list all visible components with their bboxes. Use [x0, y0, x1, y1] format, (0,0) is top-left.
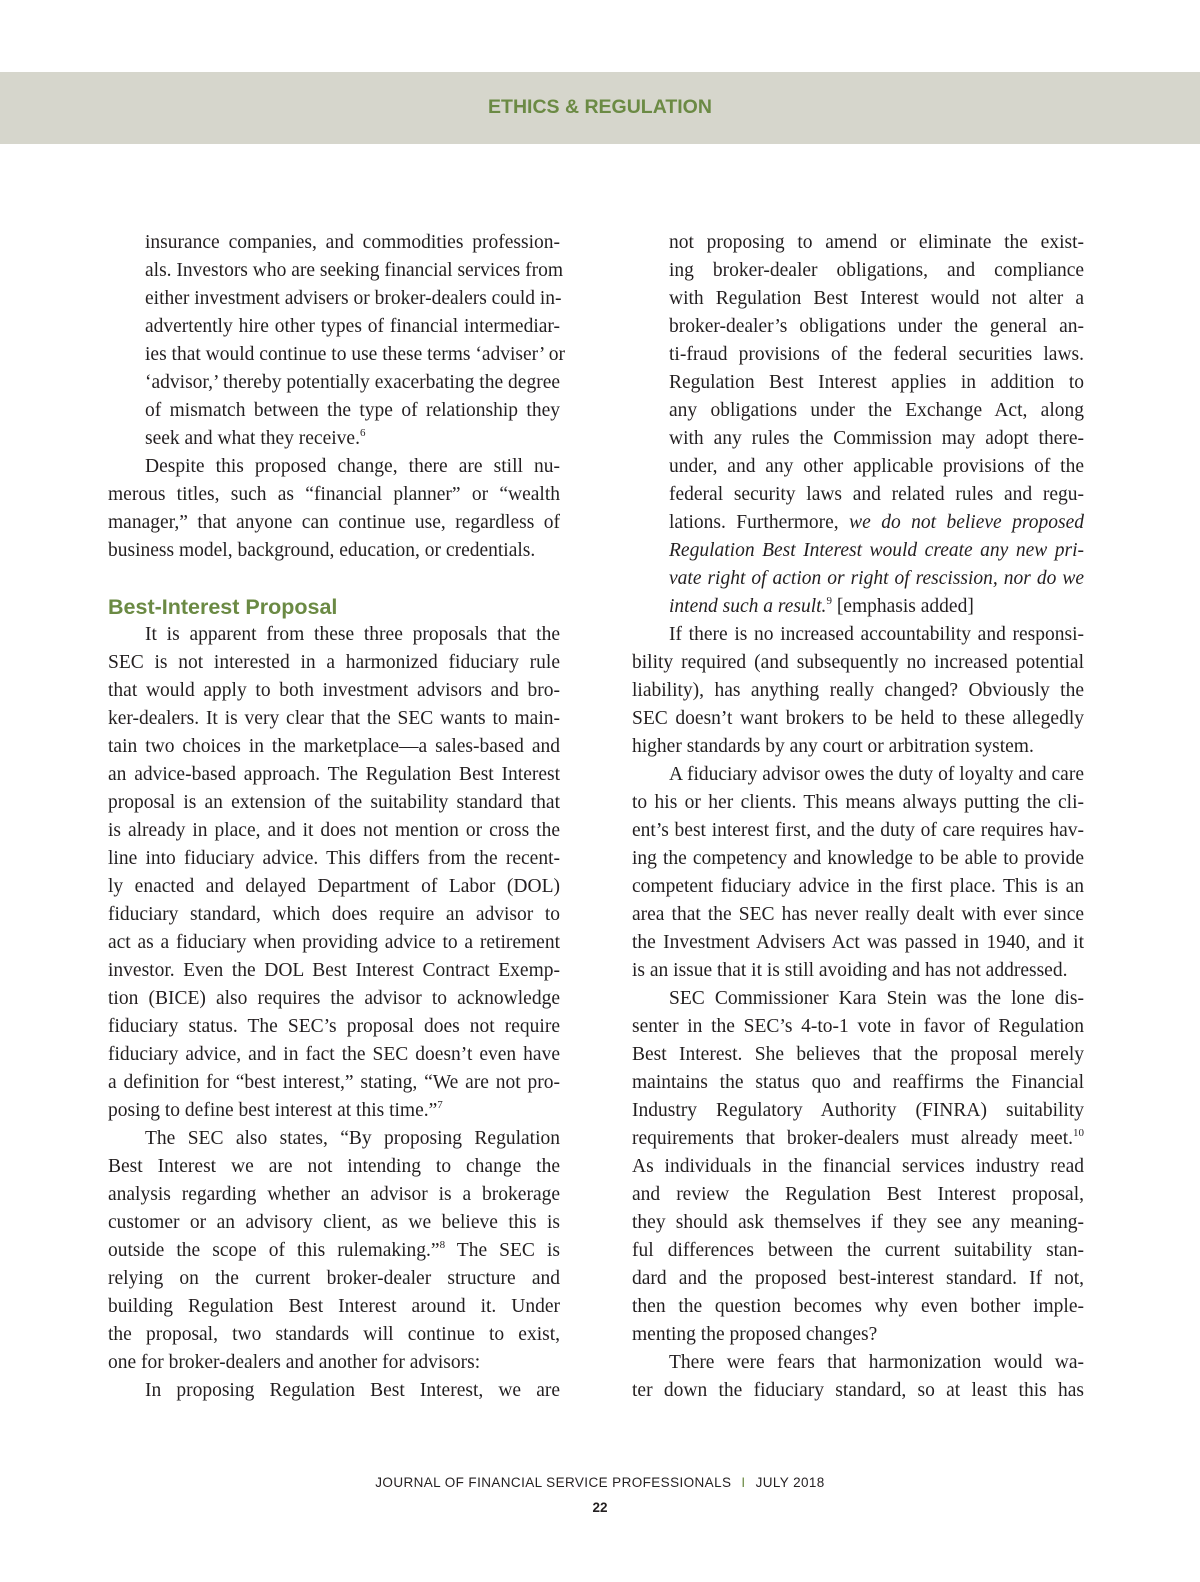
emphasis-text: Regulation Best Interest would create any new pri- — [669, 540, 1084, 561]
text-line — [669, 509, 1084, 537]
journal-name: JOURNAL OF FINANCIAL SERVICE PROFESSIONALS — [375, 1475, 732, 1490]
text-span: requirements that broker-dealers must already meet. — [632, 1128, 1073, 1149]
text-line — [632, 1125, 1084, 1153]
text-line: If there is no increased accountability and responsi- — [669, 624, 1084, 645]
text-line: dard and the proposed best-interest standard. If not, — [632, 1268, 1084, 1289]
text-line: There were fears that harmonization would wa- — [669, 1352, 1084, 1373]
paragraph-fears — [632, 1349, 1084, 1405]
text-line: broker-dealer’s obligations under the general an- — [669, 316, 1084, 337]
text-line: SEC Commissioner Kara Stein was the lone dis- — [669, 988, 1084, 1009]
issue-date: JULY 2018 — [755, 1475, 825, 1490]
text-line: higher standards by any court or arbitration system. — [632, 736, 1034, 757]
text-line: tion (BICE) also requires the advisor to acknowledge — [108, 988, 560, 1009]
text-line: ing broker-dealer obligations, and compliance — [669, 260, 1084, 281]
text-line: In proposing Regulation Best Interest, we are — [145, 1380, 560, 1401]
text-line: under, and any other applicable provisions of the — [669, 456, 1084, 477]
left-column — [108, 229, 566, 1405]
text-line: an advice-based approach. The Regulation Best Interest — [108, 764, 560, 785]
text-line: bility required (and subsequently no increased potential — [632, 652, 1084, 673]
emphasis-text: we do not believe proposed — [849, 512, 1084, 533]
text-line — [669, 537, 1084, 565]
text-line: liability), has anything really changed? Obviously the — [632, 680, 1084, 701]
block-quote-1 — [108, 229, 566, 453]
text-line — [669, 593, 1084, 621]
text-span: The SEC is — [445, 1240, 560, 1261]
text-line: business model, background, education, or credentials. — [108, 540, 536, 561]
text-line: SEC is not interested in a harmonized fiduciary rule — [108, 652, 560, 673]
text-span: lations. Furthermore, — [669, 512, 850, 533]
text-line: Best Interest we are not intending to change the — [108, 1156, 560, 1177]
text-line — [108, 1237, 560, 1265]
text-line — [145, 425, 560, 453]
section-title: ETHICS & REGULATION — [488, 96, 712, 118]
text-span: seek and what they receive. — [145, 428, 360, 449]
text-line: and review the Regulation Best Interest proposal, — [632, 1184, 1084, 1205]
text-line: advertently hire other types of financial intermediar- — [145, 316, 560, 337]
text-line: a definition for “best interest,” stating, “We are not pro- — [108, 1072, 560, 1093]
text-line: relying on the current broker-dealer structure and — [108, 1268, 560, 1289]
text-line: senter in the SEC’s 4-to-1 vote in favor of Regulation — [632, 1016, 1084, 1037]
text-line: ent’s best interest first, and the duty of care requires hav- — [632, 820, 1084, 841]
text-line: ter down the fiduciary standard, so at least this has — [632, 1380, 1084, 1401]
text-line: ti-fraud provisions of the federal securities laws. — [669, 344, 1084, 365]
text-line: is already in place, and it does not mention or cross the — [108, 820, 560, 841]
footnote-ref-7: 7 — [437, 1099, 443, 1111]
footnote-ref-9: 9 — [826, 595, 832, 607]
text-line: one for broker-dealers and another for advisors: — [108, 1352, 481, 1373]
text-line: maintains the status quo and reaffirms the Financial — [632, 1072, 1084, 1093]
text-line: The SEC also states, “By proposing Regulation — [145, 1128, 560, 1149]
text-line — [669, 565, 1084, 593]
text-line: building Regulation Best Interest around it. Under — [108, 1296, 560, 1317]
text-line: manager,” that anyone can continue use, regardless of — [108, 512, 560, 533]
text-line: that would apply to both investment advisors and bro- — [108, 680, 560, 701]
text-line: is an issue that it is still avoiding and has not addressed. — [632, 960, 1068, 981]
text-line: Regulation Best Interest applies in addition to — [669, 372, 1084, 393]
text-line: proposal is an extension of the suitability standard that — [108, 792, 560, 813]
text-line: Industry Regulatory Authority (FINRA) suitability — [632, 1100, 1084, 1121]
page-footer — [0, 1475, 1200, 1490]
text-line: As individuals in the financial services industry read — [632, 1156, 1084, 1177]
text-line: the proposal, two standards will continue to exist, — [108, 1324, 560, 1345]
text-line: competent fiduciary advice in the first place. This is an — [632, 876, 1084, 897]
text-line: with any rules the Commission may adopt there- — [669, 428, 1084, 449]
text-line — [108, 1097, 560, 1125]
text-line: insurance companies, and commodities profession- — [145, 232, 560, 253]
section-heading: Best-Interest Proposal — [108, 595, 338, 619]
text-line: of mismatch between the type of relationship they — [145, 400, 560, 421]
text-line: federal security laws and related rules and regu- — [669, 484, 1084, 505]
text-line: It is apparent from these three proposals that the — [145, 624, 560, 645]
text-line: act as a fiduciary when providing advice to a retirement — [108, 932, 560, 953]
text-line: then the question becomes why even bother imple- — [632, 1296, 1084, 1317]
footnote-ref-8: 8 — [439, 1239, 446, 1251]
text-line: ies that would continue to use these terms ‘adviser’ or — [145, 344, 566, 365]
text-line: Despite this proposed change, there are still nu- — [145, 456, 560, 477]
text-line: any obligations under the Exchange Act, along — [669, 400, 1084, 421]
page-number: 22 — [592, 1500, 608, 1515]
text-span: outside the scope of this rulemaking.” — [108, 1240, 440, 1261]
text-line: fiduciary advice, and in fact the SEC doesn’t even have — [108, 1044, 560, 1065]
text-line: fiduciary standard, which does require an advisor to — [108, 904, 560, 925]
text-line: either investment advisers or broker-dealers could in- — [145, 288, 562, 309]
text-line: they should ask themselves if they see any meaning- — [632, 1212, 1084, 1233]
text-line: ful differences between the current suitability stan- — [632, 1240, 1084, 1261]
text-span: [emphasis added] — [831, 596, 974, 617]
text-line: ‘advisor,’ thereby potentially exacerbating the degree — [145, 372, 560, 393]
right-column — [632, 229, 1084, 1405]
text-line: ing the competency and knowledge to be able to provide — [632, 848, 1084, 869]
paragraph-accountability — [632, 621, 1084, 761]
text-line: merous titles, such as “financial planner” or “wealth — [108, 484, 560, 505]
text-line: with Regulation Best Interest would not alter a — [669, 288, 1084, 309]
paragraph-apparent — [108, 621, 560, 1125]
paragraph-fiduciary — [632, 761, 1084, 985]
text-line: to his or her clients. This means always putting the cli- — [632, 792, 1084, 813]
footer-separator: I — [741, 1475, 746, 1490]
block-quote-2 — [632, 229, 1084, 621]
emphasis-text: vate right of action or right of rescission, nor do we — [669, 568, 1084, 589]
text-span: posing to define best interest at this time.” — [108, 1100, 438, 1121]
text-line: SEC doesn’t want brokers to be held to these allegedly — [632, 708, 1084, 729]
footnote-ref-6: 6 — [359, 427, 366, 439]
paragraph-despite — [108, 453, 560, 565]
text-line: customer or an advisory client, as we believe this is — [108, 1212, 560, 1233]
text-line: ker-dealers. It is very clear that the SEC wants to main- — [108, 708, 560, 729]
text-line: menting the proposed changes? — [632, 1324, 878, 1345]
text-line: Best Interest. She believes that the proposal merely — [632, 1044, 1084, 1065]
paragraph-stein — [632, 985, 1084, 1349]
text-line: the Investment Advisers Act was passed in 1940, and it — [632, 932, 1084, 953]
paragraph-sec-states — [108, 1125, 560, 1377]
text-line: fiduciary status. The SEC’s proposal does not require — [108, 1016, 560, 1037]
text-line: investor. Even the DOL Best Interest Contract Exemp- — [108, 960, 560, 981]
text-line: ly enacted and delayed Department of Labor (DOL) — [108, 876, 560, 897]
text-line: analysis regarding whether an advisor is a brokerage — [108, 1184, 560, 1205]
text-line: line into fiduciary advice. This differs from the recent- — [108, 848, 560, 869]
text-line: A fiduciary advisor owes the duty of loyalty and care — [669, 764, 1084, 785]
emphasis-text: intend such a result. — [669, 596, 827, 617]
footnote-ref-10: 10 — [1073, 1127, 1084, 1139]
text-line: tain two choices in the marketplace—a sales-based and — [108, 736, 560, 757]
text-line: als. Investors who are seeking financial services from — [145, 260, 564, 281]
text-line: not proposing to amend or eliminate the exist- — [669, 232, 1084, 253]
text-line: area that the SEC has never really dealt with ever since — [632, 904, 1084, 925]
